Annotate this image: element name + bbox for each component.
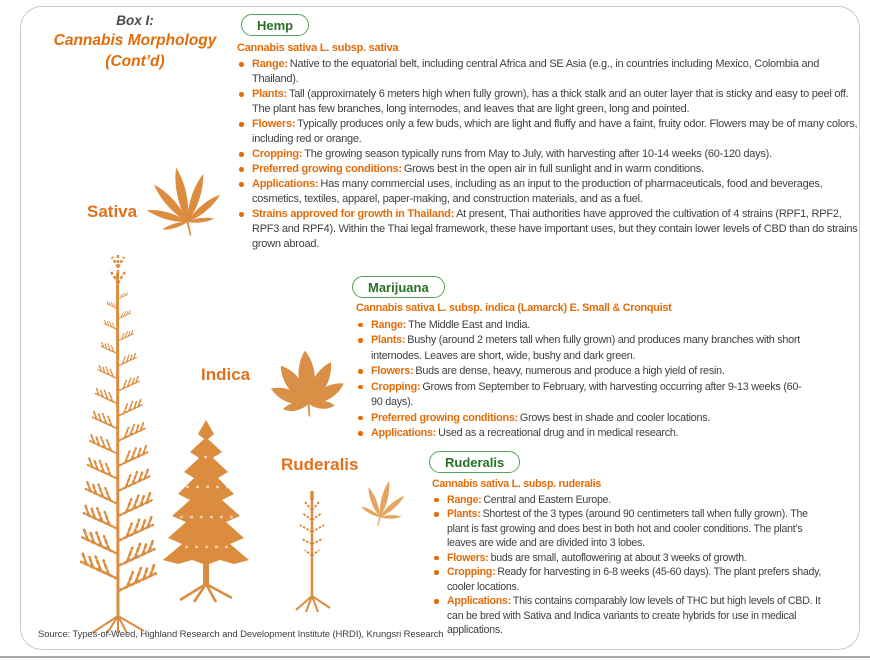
bullet-item [237, 147, 862, 162]
bullet-item [356, 318, 808, 334]
bullet-label: Range: [371, 318, 407, 331]
box-title [28, 12, 242, 72]
bullet-label: Strains approved for growth in Thailand: [252, 208, 455, 220]
bullet-text: Bushy (around 2 meters tall when fully grown) and produces many branches with short internodes. Leaves are short, wide, bushy and dark green. [371, 334, 800, 362]
bullet-text: Grows best in the open air in full sunlight and in warm conditions. [403, 163, 704, 175]
section-marijuana [356, 301, 808, 442]
bullet-dot-icon [239, 167, 244, 172]
bullet-dot-icon [434, 556, 439, 561]
bullet-label: Flowers: [447, 551, 489, 564]
bullet-dot-icon [239, 92, 244, 97]
bullet-dot-icon [358, 323, 363, 328]
marijuana-latin-name: Cannabis sativa L. subsp. indica (Lamarck) E. Small & Cronquist [356, 302, 672, 314]
page-title-contd: (Cont’d) [105, 53, 165, 70]
bullet-item [356, 333, 808, 364]
section-hemp [237, 41, 862, 252]
bullet-dot-icon [434, 498, 439, 503]
bullet-dot-icon [434, 599, 439, 604]
bullet-dot-icon [358, 369, 363, 374]
bullet-item [237, 87, 862, 117]
bullet-dot-icon [239, 62, 244, 67]
bullet-item [237, 117, 862, 147]
marijuana-bullet-list [356, 318, 808, 442]
bullet-label: Applications: [252, 178, 319, 190]
bullet-dot-icon [358, 385, 363, 390]
bullet-dot-icon [239, 212, 244, 217]
bullet-dot-icon [434, 512, 439, 517]
bullet-text: Grows from September to February, with harvesting occurring after 9-13 weeks (60-90 days). [371, 380, 802, 408]
bullet-text: Used as a recreational drug and in medical research. [438, 427, 679, 439]
bullet-label: Cropping: [371, 380, 421, 393]
bullet-dot-icon [434, 570, 439, 575]
bullet-dot-icon [239, 122, 244, 127]
bottom-divider [0, 656, 870, 658]
bullet-text: The growing season typically runs from May to July, with harvesting after 10-14 weeks (60-120 days). [304, 148, 772, 160]
bullet-label: Range: [252, 58, 288, 70]
bullet-item [432, 594, 822, 638]
ruderalis-label: Ruderalis [281, 455, 359, 474]
sativa-label: Sativa [87, 202, 138, 221]
bullet-text: Has many commercial uses, including as an input to the production of pharmaceuticals, food and beverages, cosmetics, textiles, apparel, paper-making, and construction materials, and as a fuel. [252, 178, 823, 205]
hemp-tag: Hemp [241, 14, 309, 36]
ruderalis-tag: Ruderalis [429, 451, 520, 473]
bullet-item [432, 565, 822, 594]
bullet-text: The Middle East and India. [408, 318, 531, 331]
bullet-item [237, 57, 862, 87]
bullet-label: Cropping: [447, 566, 496, 578]
bullet-text: Grows best in shade and cooler locations. [519, 411, 711, 424]
indica-plant-illustration [150, 412, 262, 604]
ruderalis-plant-illustration [284, 486, 342, 614]
bullet-text: Typically produces only a few buds, which are light and fluffy and have a faint, fruity odor. Flowers may be of many colors, including red or orange. [252, 118, 858, 145]
hemp-bullet-list [237, 57, 862, 252]
bullet-label: Preferred growing conditions: [371, 411, 518, 424]
indica-leaf-icon [260, 334, 354, 428]
bullet-dot-icon [358, 416, 363, 421]
bullet-item [237, 162, 862, 177]
bullet-dot-icon [239, 152, 244, 157]
bullet-item [356, 411, 808, 427]
bullet-item [237, 207, 862, 252]
bullet-item [356, 364, 808, 380]
bullet-text: Shortest of the 3 types (around 90 centimeters tall when fully grown). The plant is fast growing and does best in both hot and cooler conditions. The plant’s leaves are wide and are divided into 3 lobes. [447, 508, 808, 549]
bullet-label: Plants: [447, 508, 481, 520]
bullet-label: Plants: [252, 88, 287, 100]
bullet-dot-icon [239, 182, 244, 187]
bullet-item [237, 177, 862, 207]
bullet-label: Flowers: [371, 365, 414, 377]
bullet-text: Tall (approximately 6 meters high when fully grown), has a thick stalk and an outer layer that is sticky and easy to peel off. The plant has few branches, long internodes, and leaves that are light green, long and pointed. [252, 88, 849, 115]
bullet-item [432, 493, 822, 508]
bullet-dot-icon [358, 338, 363, 343]
bullet-text: Buds are dense, heavy, numerous and produce a high yield of resin. [415, 365, 725, 377]
page-title: Cannabis Morphology [53, 32, 217, 49]
bullet-label: Plants: [371, 334, 406, 346]
bullet-item [356, 426, 808, 442]
bullet-label: Flowers: [252, 118, 296, 130]
bullet-text: Native to the equatorial belt, including central Africa and SE Asia (e.g., in countries including Mexico, Colombia and Thailand). [252, 58, 820, 85]
section-ruderalis [432, 477, 822, 638]
indica-label: Indica [201, 365, 251, 384]
box-label: Box I: [116, 13, 154, 28]
bullet-text: Ready for harvesting in 6-8 weeks (45-60 days). The plant prefers shady, cooler locations. [447, 566, 822, 593]
bullet-label: Applications: [447, 595, 511, 607]
bullet-label: Cropping: [252, 148, 303, 160]
ruderalis-bullet-list [432, 493, 822, 638]
bullet-text: buds are small, autoflowering at about 3 weeks of growth. [490, 551, 747, 564]
hemp-latin-name: Cannabis sativa L. subsp. sativa [237, 42, 399, 54]
bullet-item [432, 507, 822, 551]
bullet-text: At present, Thai authorities have approved the cultivation of 4 strains (RPF1, RPF2, RPF3 and RPF4). Within the Thai legal framework, these have important uses, but they contain lower levels of CBD than do strains grown abroad. [252, 208, 858, 250]
bullet-label: Range: [447, 493, 482, 506]
marijuana-tag: Marijuana [352, 276, 445, 298]
ruderalis-latin-name: Cannabis sativa L. subsp. ruderalis [432, 478, 602, 490]
source-note: Source: Types-of-Weed, Highland Research and Development Institute (HRDI), Krungsri Research [38, 629, 444, 640]
bullet-label: Preferred growing conditions: [252, 163, 402, 175]
bullet-item [432, 551, 822, 566]
bullet-text: This contains comparably low levels of THC but high levels of CBD. It can be bred with Sativa and Indica variants to create hybrids for use in medical applications. [447, 595, 821, 636]
bullet-label: Applications: [371, 427, 437, 439]
bullet-text: Central and Eastern Europe. [483, 493, 611, 506]
bullet-item [356, 380, 808, 411]
bullet-dot-icon [358, 431, 363, 436]
